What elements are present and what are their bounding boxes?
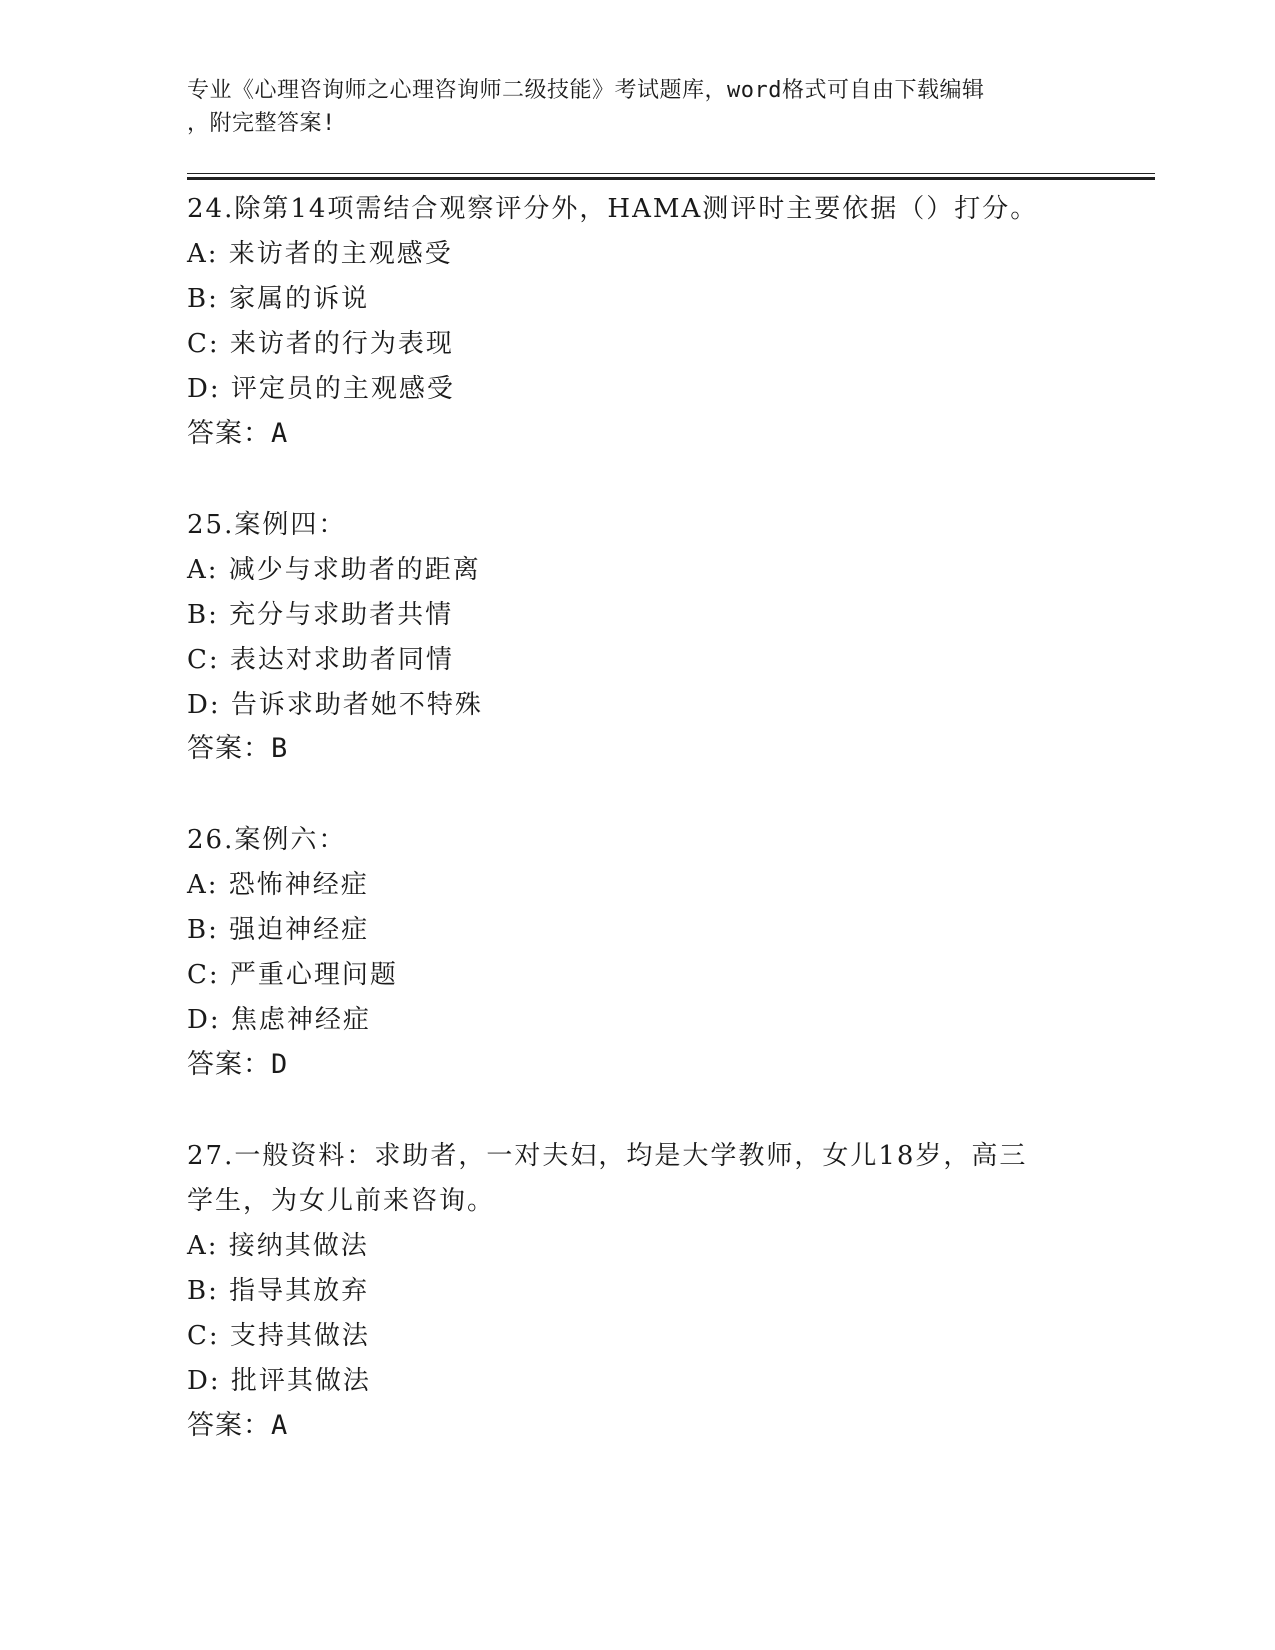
option-d: D: 焦虑神经症 bbox=[187, 1005, 371, 1035]
header-line-1: 专业《心理咨询师之心理咨询师二级技能》考试题库，word格式可自由下载编辑 bbox=[187, 78, 985, 103]
answer bbox=[187, 1047, 287, 1083]
option-d: D: 批评其做法 bbox=[187, 1366, 371, 1396]
header-divider-thin bbox=[187, 173, 1155, 174]
option-c: C: 表达对求助者同情 bbox=[187, 645, 454, 675]
option-a: A: 恐怖神经症 bbox=[187, 870, 369, 900]
question-stem-line-1: 27.一般资料：求助者，一对夫妇，均是大学教师，女儿18岁，高三 bbox=[187, 1141, 1028, 1171]
answer-label: 答案： bbox=[187, 418, 271, 449]
answer-value: A bbox=[271, 418, 288, 449]
option-b: B: 指导其放弃 bbox=[187, 1276, 370, 1306]
question-stem: 24.除第14项需结合观察评分外，HAMA测评时主要依据（）打分。 bbox=[187, 194, 1039, 224]
question-stem: 26.案例六： bbox=[187, 825, 347, 855]
option-a: A: 接纳其做法 bbox=[187, 1231, 369, 1261]
option-c: C: 支持其做法 bbox=[187, 1321, 370, 1351]
header-line-2: ，附完整答案! bbox=[187, 111, 336, 136]
question-stem: 25.案例四： bbox=[187, 510, 347, 540]
option-c: C: 严重心理问题 bbox=[187, 960, 398, 990]
answer-value: A bbox=[271, 1410, 288, 1441]
answer-label: 答案： bbox=[187, 1049, 271, 1080]
option-a: A: 减少与求助者的距离 bbox=[187, 555, 481, 585]
answer bbox=[187, 1408, 287, 1444]
answer-value: B bbox=[271, 733, 288, 764]
answer-label: 答案： bbox=[187, 733, 271, 764]
option-a: A: 来访者的主观感受 bbox=[187, 239, 453, 269]
header-divider-thick bbox=[187, 177, 1155, 180]
option-d: D: 评定员的主观感受 bbox=[187, 374, 455, 404]
question-stem-line-2: 学生，为女儿前来咨询。 bbox=[187, 1186, 496, 1216]
option-c: C: 来访者的行为表现 bbox=[187, 329, 454, 359]
answer bbox=[187, 731, 287, 767]
option-b: B: 强迫神经症 bbox=[187, 915, 370, 945]
answer bbox=[187, 416, 287, 452]
option-b: B: 充分与求助者共情 bbox=[187, 600, 454, 630]
answer-label: 答案： bbox=[187, 1410, 271, 1441]
answer-value: D bbox=[271, 1049, 288, 1080]
option-b: B: 家属的诉说 bbox=[187, 284, 370, 314]
option-d: D: 告诉求助者她不特殊 bbox=[187, 690, 483, 720]
document-header bbox=[187, 74, 1087, 140]
